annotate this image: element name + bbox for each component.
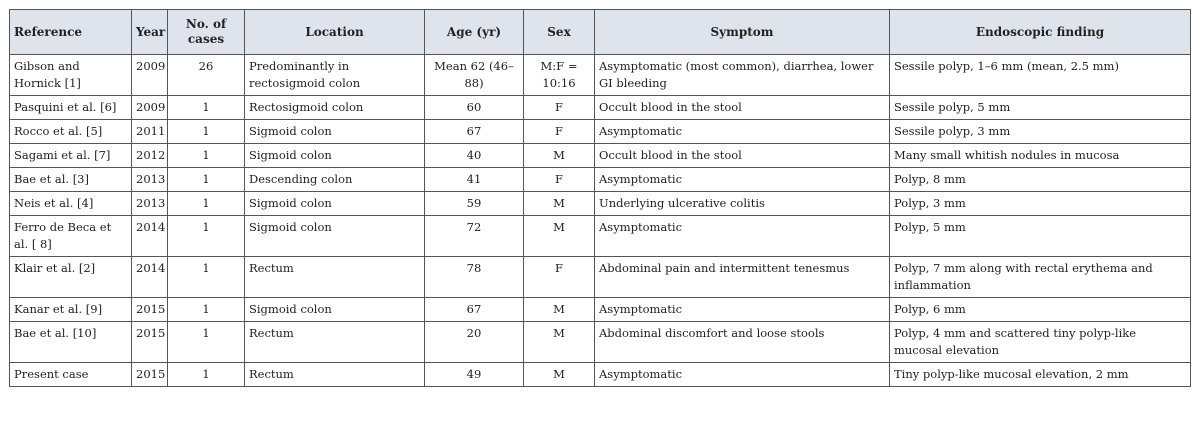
header-endoscopic-finding: Endoscopic finding bbox=[890, 10, 1191, 55]
cell-age: 67 bbox=[425, 298, 524, 322]
cell-age: 41 bbox=[425, 168, 524, 192]
table-container bbox=[9, 9, 1190, 387]
cell-sex: F bbox=[524, 168, 595, 192]
cell-endoscopic-finding: Polyp, 6 mm bbox=[890, 298, 1191, 322]
cell-cases: 1 bbox=[168, 168, 245, 192]
cell-cases: 1 bbox=[168, 120, 245, 144]
cell-reference: Bae et al. [10] bbox=[10, 322, 132, 363]
cell-age: 72 bbox=[425, 216, 524, 257]
cell-sex: M bbox=[524, 298, 595, 322]
table-row bbox=[10, 192, 1191, 216]
cell-year: 2009 bbox=[132, 55, 168, 96]
cell-cases: 1 bbox=[168, 363, 245, 387]
cell-location: Predominantly in rectosigmoid colon bbox=[245, 55, 425, 96]
cell-symptom: Asymptomatic bbox=[595, 120, 890, 144]
cell-reference: Neis et al. [4] bbox=[10, 192, 132, 216]
cell-year: 2014 bbox=[132, 216, 168, 257]
cell-cases: 1 bbox=[168, 96, 245, 120]
cell-cases: 1 bbox=[168, 216, 245, 257]
cell-symptom: Occult blood in the stool bbox=[595, 144, 890, 168]
cell-location: Sigmoid colon bbox=[245, 120, 425, 144]
cell-year: 2015 bbox=[132, 298, 168, 322]
cell-sex: M bbox=[524, 216, 595, 257]
cell-year: 2014 bbox=[132, 257, 168, 298]
table-row bbox=[10, 55, 1191, 96]
cell-location: Rectum bbox=[245, 322, 425, 363]
table-row bbox=[10, 96, 1191, 120]
cell-sex: F bbox=[524, 96, 595, 120]
cell-endoscopic-finding: Many small whitish nodules in mucosa bbox=[890, 144, 1191, 168]
cell-endoscopic-finding: Sessile polyp, 3 mm bbox=[890, 120, 1191, 144]
cell-reference: Pasquini et al. [6] bbox=[10, 96, 132, 120]
table-row bbox=[10, 298, 1191, 322]
table-row bbox=[10, 257, 1191, 298]
cell-cases: 1 bbox=[168, 257, 245, 298]
cell-symptom: Asymptomatic bbox=[595, 216, 890, 257]
table-row bbox=[10, 216, 1191, 257]
table-row bbox=[10, 322, 1191, 363]
cell-age: 49 bbox=[425, 363, 524, 387]
table-row bbox=[10, 120, 1191, 144]
cell-symptom: Underlying ulcerative colitis bbox=[595, 192, 890, 216]
header-reference: Reference bbox=[10, 10, 132, 55]
cell-year: 2012 bbox=[132, 144, 168, 168]
cell-symptom: Asymptomatic bbox=[595, 168, 890, 192]
cell-cases: 26 bbox=[168, 55, 245, 96]
cell-year: 2009 bbox=[132, 96, 168, 120]
cell-sex: M:F = 10:16 bbox=[524, 55, 595, 96]
cell-reference: Bae et al. [3] bbox=[10, 168, 132, 192]
cell-location: Sigmoid colon bbox=[245, 192, 425, 216]
header-age: Age (yr) bbox=[425, 10, 524, 55]
header-row bbox=[10, 10, 1191, 55]
header-symptom: Symptom bbox=[595, 10, 890, 55]
cell-age: 59 bbox=[425, 192, 524, 216]
cell-age: Mean 62 (46–88) bbox=[425, 55, 524, 96]
cell-location: Sigmoid colon bbox=[245, 216, 425, 257]
table-row bbox=[10, 168, 1191, 192]
cell-endoscopic-finding: Polyp, 5 mm bbox=[890, 216, 1191, 257]
table-row bbox=[10, 144, 1191, 168]
cell-endoscopic-finding: Sessile polyp, 1–6 mm (mean, 2.5 mm) bbox=[890, 55, 1191, 96]
cell-location: Sigmoid colon bbox=[245, 298, 425, 322]
header-cases: No. of cases bbox=[168, 10, 245, 55]
cell-year: 2015 bbox=[132, 322, 168, 363]
cell-age: 40 bbox=[425, 144, 524, 168]
cell-reference: Present case bbox=[10, 363, 132, 387]
cell-year: 2013 bbox=[132, 168, 168, 192]
cell-endoscopic-finding: Polyp, 8 mm bbox=[890, 168, 1191, 192]
cell-year: 2015 bbox=[132, 363, 168, 387]
cell-location: Rectosigmoid colon bbox=[245, 96, 425, 120]
cell-sex: F bbox=[524, 257, 595, 298]
cell-year: 2011 bbox=[132, 120, 168, 144]
cell-location: Sigmoid colon bbox=[245, 144, 425, 168]
cell-sex: F bbox=[524, 120, 595, 144]
cell-sex: M bbox=[524, 192, 595, 216]
cell-symptom: Abdominal pain and intermittent tenesmus bbox=[595, 257, 890, 298]
cell-endoscopic-finding: Sessile polyp, 5 mm bbox=[890, 96, 1191, 120]
cell-cases: 1 bbox=[168, 322, 245, 363]
cell-reference: Kanar et al. [9] bbox=[10, 298, 132, 322]
cell-sex: M bbox=[524, 363, 595, 387]
cell-location: Descending colon bbox=[245, 168, 425, 192]
cell-reference: Ferro de Beca et al. [ 8] bbox=[10, 216, 132, 257]
cell-age: 20 bbox=[425, 322, 524, 363]
cell-cases: 1 bbox=[168, 144, 245, 168]
header-location: Location bbox=[245, 10, 425, 55]
cell-age: 67 bbox=[425, 120, 524, 144]
cell-cases: 1 bbox=[168, 192, 245, 216]
cell-symptom: Asymptomatic bbox=[595, 363, 890, 387]
cell-endoscopic-finding: Tiny polyp-like mucosal elevation, 2 mm bbox=[890, 363, 1191, 387]
cell-reference: Rocco et al. [5] bbox=[10, 120, 132, 144]
cell-location: Rectum bbox=[245, 257, 425, 298]
table-body bbox=[10, 55, 1191, 387]
cell-cases: 1 bbox=[168, 298, 245, 322]
cell-age: 78 bbox=[425, 257, 524, 298]
case-reports-table bbox=[9, 9, 1191, 387]
cell-sex: M bbox=[524, 322, 595, 363]
table-row bbox=[10, 363, 1191, 387]
cell-sex: M bbox=[524, 144, 595, 168]
cell-reference: Gibson and Hornick [1] bbox=[10, 55, 132, 96]
cell-endoscopic-finding: Polyp, 4 mm and scattered tiny polyp-like mucosal elevation bbox=[890, 322, 1191, 363]
cell-year: 2013 bbox=[132, 192, 168, 216]
header-year: Year bbox=[132, 10, 168, 55]
cell-symptom: Occult blood in the stool bbox=[595, 96, 890, 120]
cell-age: 60 bbox=[425, 96, 524, 120]
cell-endoscopic-finding: Polyp, 7 mm along with rectal erythema and inflammation bbox=[890, 257, 1191, 298]
cell-reference: Klair et al. [2] bbox=[10, 257, 132, 298]
cell-reference: Sagami et al. [7] bbox=[10, 144, 132, 168]
cell-symptom: Abdominal discomfort and loose stools bbox=[595, 322, 890, 363]
cell-symptom: Asymptomatic (most common), diarrhea, lower GI bleeding bbox=[595, 55, 890, 96]
cell-location: Rectum bbox=[245, 363, 425, 387]
cell-endoscopic-finding: Polyp, 3 mm bbox=[890, 192, 1191, 216]
header-sex: Sex bbox=[524, 10, 595, 55]
cell-symptom: Asymptomatic bbox=[595, 298, 890, 322]
